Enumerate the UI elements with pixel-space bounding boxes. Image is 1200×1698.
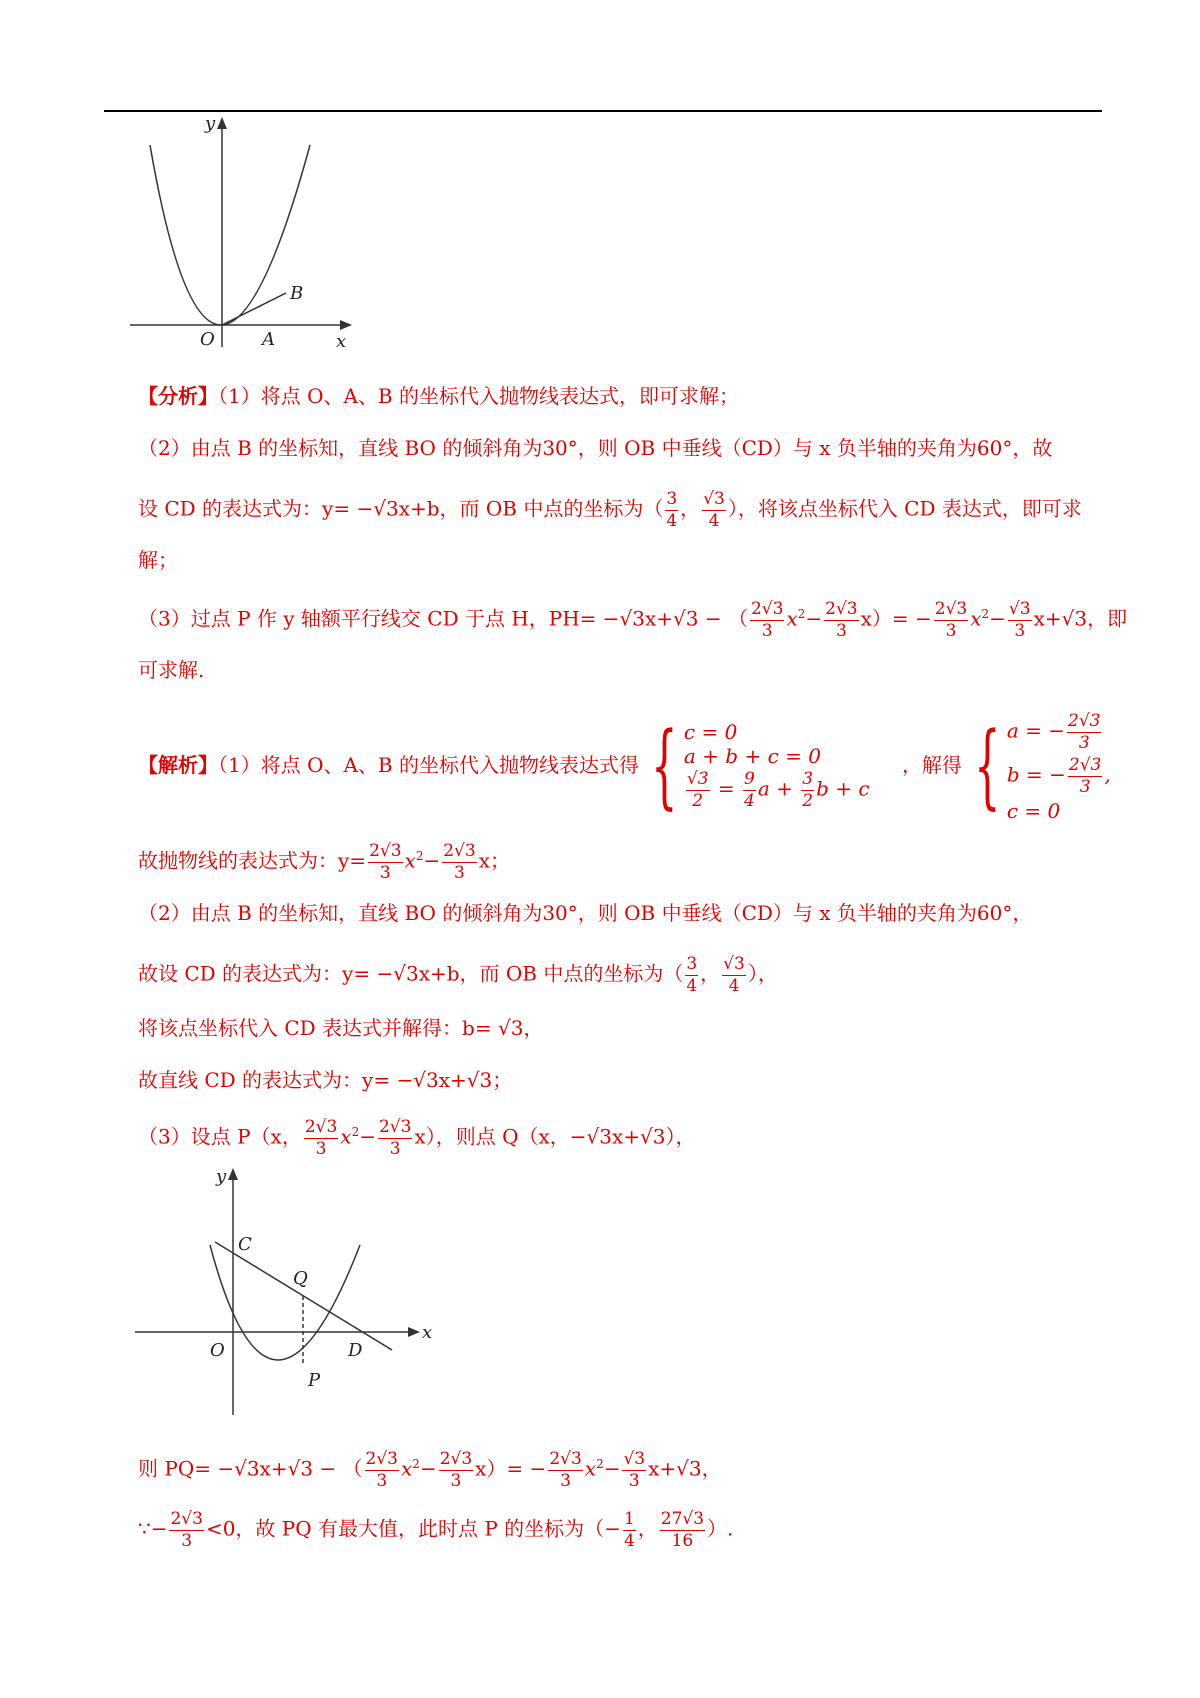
fig2-point-p-label: P — [308, 1370, 321, 1391]
solution-line-4: 故设 CD 的表达式为：y= −√3x+b，而 OB 中点的坐标为（ $\frac{3}{4}$ ， $\frac{√3}{4}$ ）， — [138, 954, 778, 996]
analysis-line-1: 【分析】（1）将点 O、A、B 的坐标代入抛物线表达式，即可求解； — [138, 384, 739, 408]
fig2-point-c-label: C — [238, 1234, 252, 1255]
equation-system-2: { a = − $\frac{2√3}{3}$ b = − $\frac{2√3}{3}$ , c = 0 — [974, 711, 1111, 823]
solution-line-5: 将该点坐标代入 CD 表达式并解得：b= √3， — [138, 1016, 544, 1040]
parabola-figure-1 — [130, 115, 360, 350]
fig1-point-a-label: A — [262, 329, 275, 350]
fig1-y-label: y — [205, 115, 216, 134]
fig1-point-b-label: B — [290, 283, 304, 304]
fig2-origin-label: O — [210, 1340, 225, 1361]
fig1-origin-label: O — [200, 329, 215, 350]
fig2-point-q-label: Q — [293, 1268, 308, 1289]
parabola-figure-2 — [130, 1160, 440, 1420]
solution-line-6: 故直线 CD 的表达式为：y= −√3x+√3； — [138, 1068, 513, 1092]
solution-line-7: （3）设点 P（x， $\frac{2√3}{3}$ $x^2-$ $\frac{2√3}{3}$ x），则点 Q（x，−√3x+√3）， — [138, 1117, 696, 1159]
solution-line-2: 故抛物线的表达式为：y= $\frac{2√3}{3}$ $x^2-$ $\frac{2√3}{3}$ x； — [138, 841, 510, 883]
fig2-point-d-label: D — [348, 1340, 363, 1361]
solution-line-3: （2）由点 B 的坐标知，直线 BO 的倾斜角为30°，则 OB 中垂线（CD）与 x 负半轴的夹角为60°， — [138, 901, 1033, 925]
analysis-line-6: 可求解. — [138, 658, 205, 682]
analysis-line-5: （3）过点 P 作 y 轴额平行线交 CD 于点 H，PH= −√3x+√3 − （ $\frac{2√3}{3}$ $x^2-$ $\frac{2√3}{3}$ x）= − $\frac{2√3}{3}$ $x^2-$ $\frac{√3}{3}$ x+√3，即 — [138, 599, 1128, 641]
solution-line-1: 【解析】（1）将点 O、A、B 的坐标代入抛物线表达式得 { c = 0 a + b + c = 0 $\frac{√3}{2}$ = $\frac{9}{4}$ a + $\frac{3}{2}$ b + c ，解得 { a = − $\frac{2√3}{3}$ b = − $\frac{2√3}{3}$ , c = 0 — [138, 711, 1111, 823]
fig2-x-label: x — [422, 1322, 433, 1343]
solution-line-9: ∵− $\frac{2√3}{3}$ <0，故 PQ 有最大值，此时点 P 的坐标为（− $\frac{1}{4}$ ， $\frac{27√3}{16}$ ）. — [138, 1509, 734, 1551]
fig2-y-label: y — [216, 1166, 227, 1187]
solution-line-8: 则 PQ= −√3x+√3 − （ $\frac{2√3}{3}$ $x^2-$ $\frac{2√3}{3}$ x）= − $\frac{2√3}{3}$ $x^2-$ $\frac{√3}{3}$ x+√3， — [138, 1449, 722, 1491]
fig1-x-label: x — [336, 331, 347, 350]
analysis-line-4: 解； — [138, 548, 178, 572]
equation-system-1: { c = 0 a + b + c = 0 $\frac{√3}{2}$ = $\frac{9}{4}$ a + $\frac{3}{2}$ b + c — [651, 712, 870, 820]
analysis-line-3: 设 CD 的表达式为：y= −√3x+b，而 OB 中点的坐标为（ $\frac{3}{4}$ ， $\frac{√3}{4}$ ），将该点坐标代入 CD 表达式，即可求 — [138, 489, 1082, 531]
analysis-line-2: （2）由点 B 的坐标知，直线 BO 的倾斜角为30°，则 OB 中垂线（CD）与 x 负半轴的夹角为60°，故 — [138, 436, 1053, 460]
header-rule — [104, 110, 1102, 112]
